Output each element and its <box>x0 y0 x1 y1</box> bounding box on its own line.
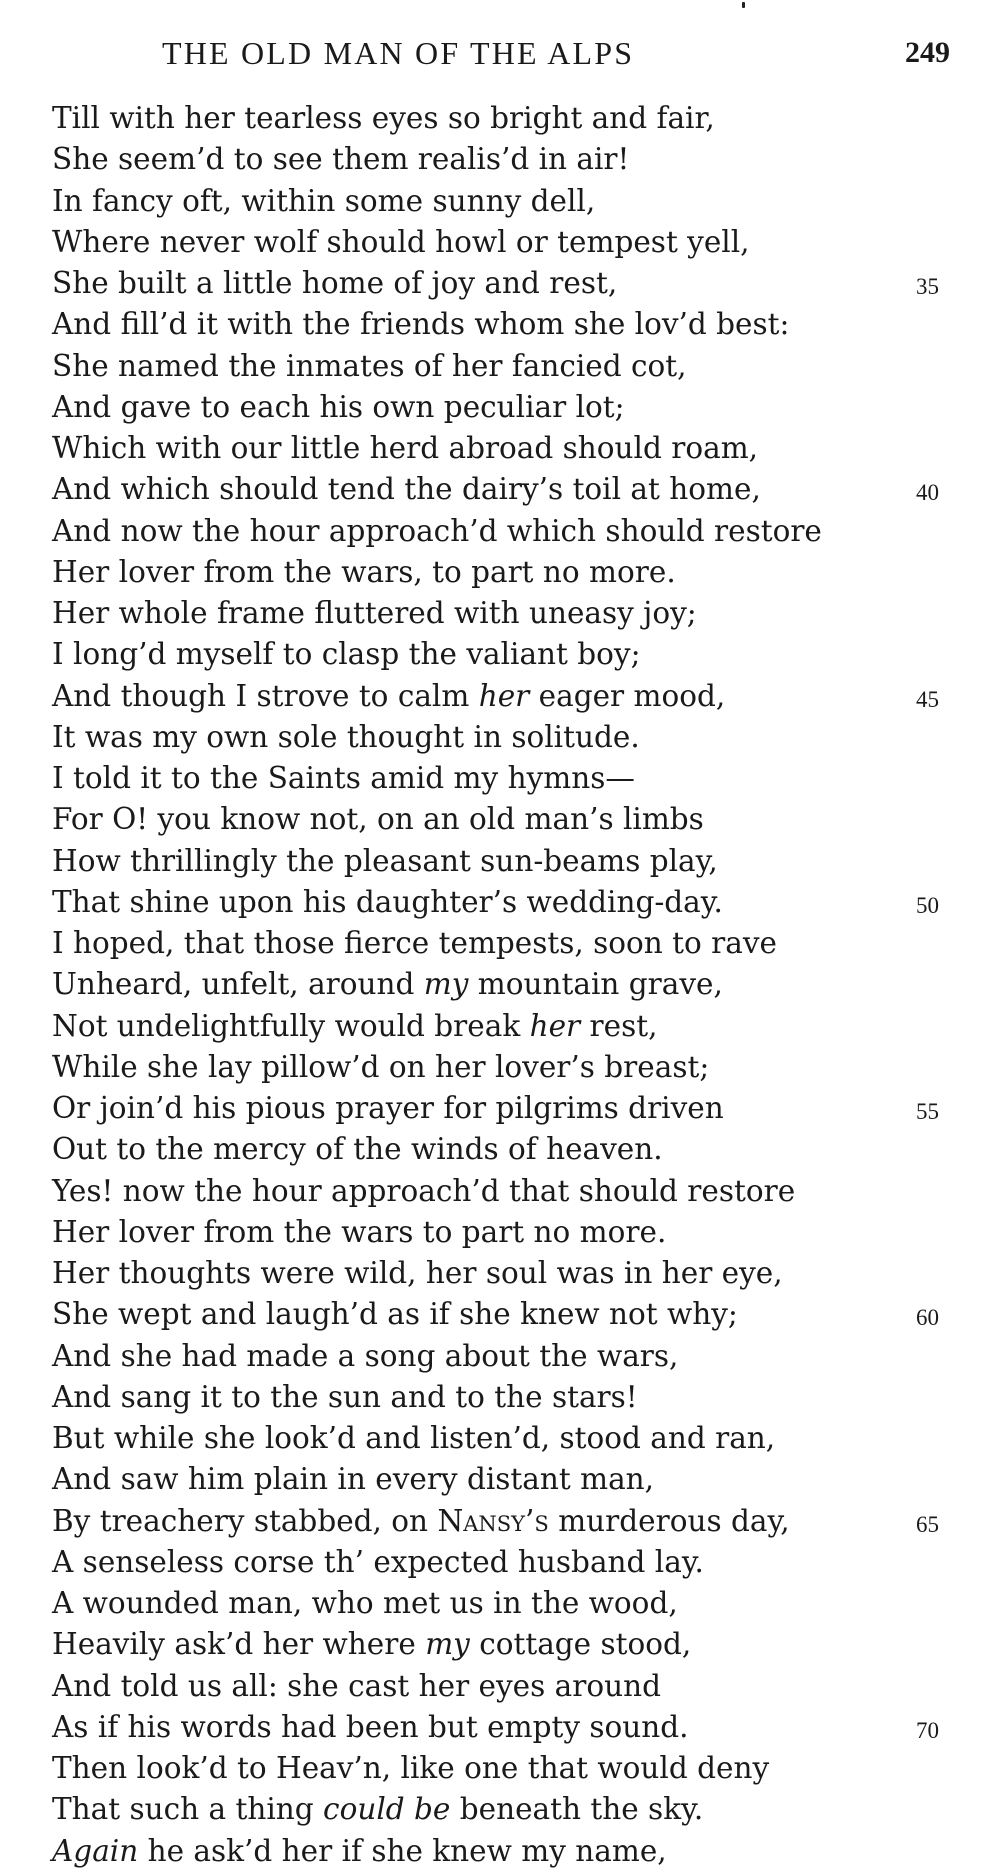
line-segment: That such a thing <box>52 1792 324 1827</box>
poem-line <box>52 181 952 222</box>
poem-text <box>52 98 952 1872</box>
poem-line-text <box>52 552 676 593</box>
line-segment: Unheard, unfelt, around <box>52 967 424 1002</box>
line-segment: And now the hour approach’d which should restore <box>52 513 822 548</box>
line-number: 60 <box>916 1305 939 1331</box>
line-segment: In fancy oft, within some sunny dell, <box>52 183 596 218</box>
poem-line-text <box>52 1666 661 1707</box>
line-segment: Yes! now the hour approach’d that should restore <box>52 1173 796 1208</box>
poem-line <box>52 676 952 717</box>
line-segment: As if his words had been but empty sound. <box>52 1709 689 1744</box>
italic-word: could be <box>323 1792 451 1827</box>
poem-line-text <box>52 181 595 222</box>
poem-line <box>52 263 952 304</box>
poem-line-text <box>52 139 629 180</box>
poem-line <box>52 634 952 675</box>
poem-line <box>52 511 952 552</box>
poem-line <box>52 1624 952 1665</box>
poem-line <box>52 1418 952 1459</box>
poem-line <box>52 222 952 263</box>
poem-line-text <box>52 1171 795 1212</box>
poem-line <box>52 1542 952 1583</box>
poem-line-text <box>52 1789 703 1830</box>
line-segment: cottage stood, <box>469 1627 692 1662</box>
italic-word: my <box>423 967 469 1002</box>
line-segment: She wept and laugh’d as if she knew not why; <box>52 1297 738 1332</box>
poem-line <box>52 1748 952 1789</box>
poem-line <box>52 98 952 139</box>
poem-line-text <box>52 1294 738 1335</box>
line-segment: And which should tend the dairy’s toil at home, <box>52 472 761 507</box>
poem-line <box>52 1294 952 1335</box>
line-segment: Or join’d his pious prayer for pilgrims driven <box>52 1091 724 1125</box>
poem-line-text <box>52 1459 654 1500</box>
poem-line-text <box>52 841 718 882</box>
poem-line-text <box>52 1212 666 1253</box>
line-segment: A senseless corse th’ expected husband lay. <box>52 1544 704 1579</box>
italic-word: Again <box>52 1833 139 1868</box>
line-segment: How thrillingly the pleasant sun-beams play, <box>52 843 718 878</box>
poem-line <box>52 923 952 964</box>
line-segment: A wounded man, who met us in the wood, <box>52 1586 678 1620</box>
line-segment: And told us all: she cast her eyes around <box>52 1668 661 1703</box>
poem-line-text <box>52 1624 691 1665</box>
poem-line <box>52 1459 952 1500</box>
line-segment: And saw him plain in every distant man, <box>52 1462 655 1497</box>
line-segment: Her whole frame fluttered with uneasy joy; <box>52 596 697 630</box>
poem-line <box>52 758 952 799</box>
poem-line <box>52 1253 952 1294</box>
line-segment: Her lover from the wars to part no more. <box>52 1214 667 1249</box>
line-segment: rest, <box>580 1008 658 1043</box>
poem-line-text <box>52 799 704 840</box>
line-number: 40 <box>916 480 939 506</box>
poem-line-text <box>52 1418 775 1459</box>
poem-line <box>52 1006 952 1047</box>
poem-line <box>52 882 952 923</box>
poem-line-text <box>52 1336 678 1377</box>
line-segment: Her thoughts were wild, her soul was in her eye, <box>52 1256 783 1290</box>
line-segment: mountain grave, <box>468 967 723 1002</box>
page-number: 249 <box>905 36 950 69</box>
line-segment: For O! you know not, on an old man’s limbs <box>52 802 704 837</box>
small-caps-word: Nansy’s <box>437 1503 549 1538</box>
line-segment: She built a little home of joy and rest, <box>52 266 618 300</box>
poem-line <box>52 428 952 469</box>
poem-line-text <box>52 1542 704 1583</box>
poem-line <box>52 1129 952 1170</box>
poem-line <box>52 1583 952 1624</box>
poem-line-text <box>52 923 777 964</box>
poem-line <box>52 799 952 840</box>
poem-line <box>52 1666 952 1707</box>
line-segment: And she had made a song about the wars, <box>52 1338 679 1373</box>
line-segment: By treachery stabbed, on <box>52 1503 438 1538</box>
poem-line <box>52 1831 952 1872</box>
line-segment: While she lay pillow’d on her lover’s breast; <box>52 1049 710 1084</box>
line-segment: And though I strove to calm <box>52 678 479 713</box>
running-title: THE OLD MAN OF THE ALPS <box>162 35 635 71</box>
italic-word: her <box>478 678 530 713</box>
line-segment: Her lover from the wars, to part no more. <box>52 554 676 589</box>
poem-line-text <box>52 593 697 634</box>
poem-line-text <box>52 676 725 717</box>
poem-line <box>52 1088 952 1129</box>
line-number: 35 <box>916 274 939 299</box>
line-number: 70 <box>916 1717 939 1743</box>
line-segment: Where never wolf should howl or tempest yell, <box>52 224 750 259</box>
poem-line-text <box>52 1377 638 1418</box>
poem-line-text <box>52 1748 769 1789</box>
poem-line <box>52 1047 952 1088</box>
line-segment: I told it to the Saints amid my hymns— <box>52 761 635 795</box>
line-segment: Not undelightfully would break <box>52 1008 530 1043</box>
poem-line <box>52 1707 952 1748</box>
line-segment: Then look’d to Heav’n, like one that would deny <box>52 1751 770 1785</box>
poem-line-text <box>52 1501 790 1542</box>
poem-line-text <box>52 1583 678 1624</box>
poem-line-text <box>52 98 715 139</box>
poem-line <box>52 1212 952 1253</box>
line-segment: That shine upon his daughter’s wedding-day. <box>52 884 723 919</box>
poem-line <box>52 1789 952 1830</box>
poem-line-text <box>52 469 761 510</box>
poem-line <box>52 1171 952 1212</box>
poem-line <box>52 964 952 1005</box>
line-number: 55 <box>916 1099 939 1124</box>
poem-line <box>52 717 952 758</box>
poem-line-text <box>52 717 640 758</box>
poem-line <box>52 552 952 593</box>
poem-line-text <box>52 511 822 552</box>
poem-line-text <box>52 1047 709 1088</box>
line-segment: beneath the sky. <box>450 1792 704 1827</box>
italic-word: her <box>529 1008 581 1043</box>
italic-word: my <box>425 1627 470 1662</box>
line-segment: And sang it to the sun and to the stars! <box>52 1379 638 1414</box>
line-segment: he ask’d her if she knew my name, <box>138 1833 667 1868</box>
line-segment: murderous day, <box>548 1503 790 1538</box>
poem-line <box>52 841 952 882</box>
page-header <box>0 28 1000 78</box>
poem-line <box>52 1501 952 1542</box>
line-segment: I long’d myself to clasp the valiant boy; <box>52 637 641 672</box>
line-segment: Till with her tearless eyes so bright and fair, <box>52 101 715 135</box>
poem-line-text <box>52 428 758 469</box>
poem-line-text <box>52 964 723 1005</box>
line-segment: It was my own sole thought in solitude. <box>52 719 640 754</box>
poem-line-text <box>52 758 635 799</box>
poem-line <box>52 304 952 345</box>
poem-line-text <box>52 222 750 263</box>
poem-line <box>52 593 952 634</box>
poem-line-text <box>52 1831 667 1872</box>
line-segment: I hoped, that those fierce tempests, soon to rave <box>52 926 777 960</box>
poem-line-text <box>52 634 641 675</box>
line-number: 45 <box>916 686 939 712</box>
poem-line <box>52 1377 952 1418</box>
line-segment: And fill’d it with the friends whom she lov’d best: <box>52 307 790 342</box>
poem-line <box>52 1336 952 1377</box>
line-segment: She named the inmates of her fancied cot, <box>52 348 687 383</box>
ink-speck <box>742 2 745 8</box>
poem-line <box>52 387 952 428</box>
poem-line-text <box>52 387 625 428</box>
line-segment: And gave to each his own peculiar lot; <box>52 389 625 424</box>
poem-line-text <box>52 1129 663 1170</box>
poem-line-text <box>52 1006 657 1047</box>
line-segment: Heavily ask’d her where <box>52 1627 426 1662</box>
line-segment: Out to the mercy of the winds of heaven. <box>52 1132 663 1167</box>
line-number: 65 <box>916 1511 939 1537</box>
poem-line-text <box>52 263 617 304</box>
line-segment: Which with our little herd abroad should roam, <box>52 431 759 465</box>
line-number: 50 <box>916 892 939 918</box>
poem-line <box>52 346 952 387</box>
line-segment: But while she look’d and listen’d, stood and ran, <box>52 1421 776 1455</box>
poem-line-text <box>52 1088 724 1129</box>
poem-line-text <box>52 1253 783 1294</box>
poem-line-text <box>52 346 687 387</box>
poem-line-text <box>52 882 723 923</box>
poem-line-text <box>52 304 789 345</box>
line-segment: She seem’d to see them realis’d in air! <box>52 142 630 177</box>
poem-line <box>52 469 952 510</box>
poem-line-text <box>52 1707 689 1748</box>
poem-line <box>52 139 952 180</box>
line-segment: eager mood, <box>529 678 726 713</box>
